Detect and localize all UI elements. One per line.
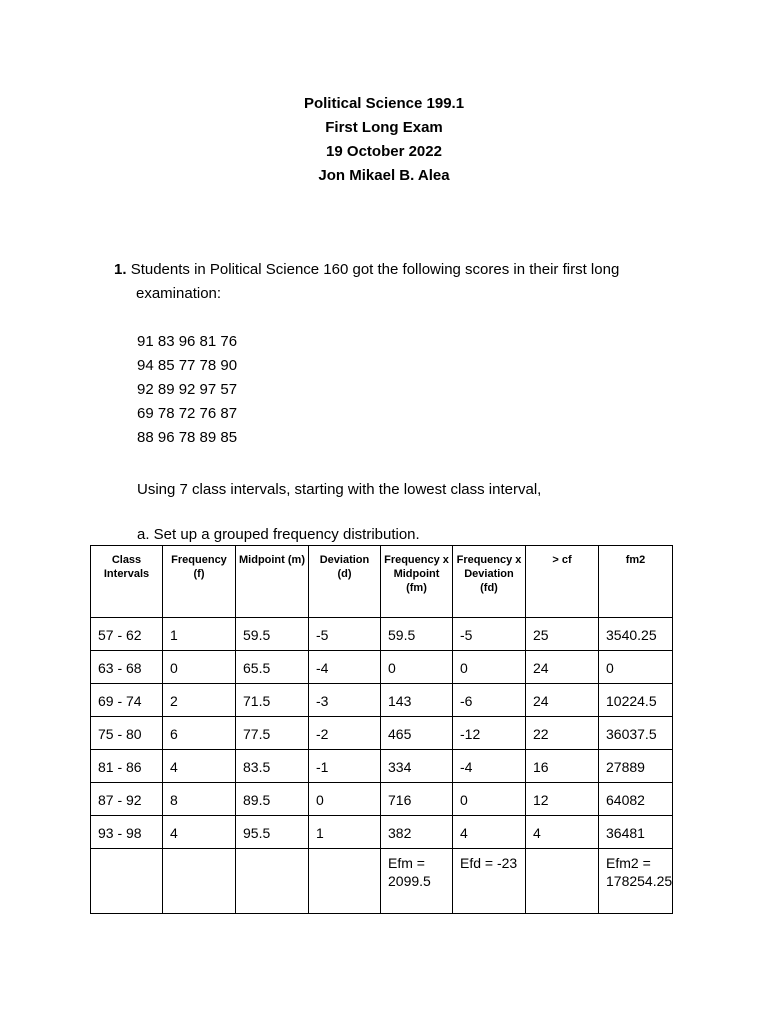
header-fm2: fm2 bbox=[599, 546, 673, 618]
cell-fd: 0 bbox=[453, 783, 526, 816]
cell-midpoint: 77.5 bbox=[236, 717, 309, 750]
question-text-line1: Students in Political Science 160 got the following scores in their first long bbox=[130, 261, 620, 278]
cell-frequency: 1 bbox=[163, 618, 236, 651]
cell-fm2: 10224.5 bbox=[599, 684, 673, 717]
exam-date: 19 October 2022 bbox=[326, 143, 442, 160]
cell-fm2: 3540.25 bbox=[599, 618, 673, 651]
header-frequency: Frequency (f) bbox=[163, 546, 236, 618]
total-cell bbox=[526, 849, 599, 914]
header-deviation: Deviation (d) bbox=[309, 546, 381, 618]
header-frequency-x-midpoint: Frequency x Midpoint (fm) bbox=[381, 546, 453, 618]
cell-cf: 24 bbox=[526, 684, 599, 717]
scores-list bbox=[137, 330, 237, 450]
cell-cf: 4 bbox=[526, 816, 599, 849]
document-header bbox=[0, 92, 768, 188]
cell-deviation: -4 bbox=[309, 651, 381, 684]
cell-deviation: -5 bbox=[309, 618, 381, 651]
header-frequency-x-deviation: Frequency x Deviation (fd) bbox=[453, 546, 526, 618]
cell-fd: 4 bbox=[453, 816, 526, 849]
cell-deviation: -3 bbox=[309, 684, 381, 717]
table-row bbox=[91, 717, 673, 750]
total-fm-cell: Efm = 2099.5 bbox=[381, 849, 453, 914]
table-row bbox=[91, 783, 673, 816]
cell-fm2: 27889 bbox=[599, 750, 673, 783]
cell-fm: 59.5 bbox=[381, 618, 453, 651]
subquestion-a: a. Set up a grouped frequency distribution. bbox=[137, 526, 420, 543]
cell-midpoint: 89.5 bbox=[236, 783, 309, 816]
cell-fm2: 36481 bbox=[599, 816, 673, 849]
cell-fd: -4 bbox=[453, 750, 526, 783]
cell-fm2: 64082 bbox=[599, 783, 673, 816]
scores-row: 91 83 96 81 76 bbox=[137, 333, 238, 350]
total-fm2-cell: Efm2 = 178254.25 bbox=[599, 849, 673, 914]
header-cumulative-frequency: > cf bbox=[526, 546, 599, 618]
scores-row: 94 85 77 78 90 bbox=[137, 357, 238, 374]
cell-cf: 22 bbox=[526, 717, 599, 750]
table-header-row bbox=[91, 546, 673, 618]
cell-cf: 16 bbox=[526, 750, 599, 783]
cell-midpoint: 83.5 bbox=[236, 750, 309, 783]
cell-fm2: 36037.5 bbox=[599, 717, 673, 750]
cell-midpoint: 59.5 bbox=[236, 618, 309, 651]
cell-cf: 25 bbox=[526, 618, 599, 651]
scores-row: 88 96 78 89 85 bbox=[137, 429, 238, 446]
cell-fm2: 0 bbox=[599, 651, 673, 684]
cell-deviation: -1 bbox=[309, 750, 381, 783]
cell-fm: 716 bbox=[381, 783, 453, 816]
question-number: 1. bbox=[114, 261, 127, 278]
course-title: Political Science 199.1 bbox=[303, 95, 465, 112]
cell-class-interval: 87 - 92 bbox=[91, 783, 163, 816]
exam-title: First Long Exam bbox=[325, 119, 443, 136]
scores-row: 92 89 92 97 57 bbox=[137, 381, 238, 398]
cell-class-interval: 63 - 68 bbox=[91, 651, 163, 684]
cell-frequency: 4 bbox=[163, 816, 236, 849]
cell-frequency: 0 bbox=[163, 651, 236, 684]
cell-cf: 24 bbox=[526, 651, 599, 684]
total-cell bbox=[236, 849, 309, 914]
cell-deviation: 1 bbox=[309, 816, 381, 849]
cell-cf: 12 bbox=[526, 783, 599, 816]
table-row bbox=[91, 750, 673, 783]
cell-midpoint: 95.5 bbox=[236, 816, 309, 849]
cell-deviation: 0 bbox=[309, 783, 381, 816]
total-fd-cell: Efd = -23 bbox=[453, 849, 526, 914]
cell-fm: 382 bbox=[381, 816, 453, 849]
table-row bbox=[91, 684, 673, 717]
instruction-text: Using 7 class intervals, starting with the lowest class interval, bbox=[137, 481, 542, 498]
cell-class-interval: 75 - 80 bbox=[91, 717, 163, 750]
header-class-intervals: Class Intervals bbox=[91, 546, 163, 618]
cell-frequency: 8 bbox=[163, 783, 236, 816]
cell-class-interval: 57 - 62 bbox=[91, 618, 163, 651]
table-row bbox=[91, 816, 673, 849]
cell-class-interval: 69 - 74 bbox=[91, 684, 163, 717]
total-cell bbox=[91, 849, 163, 914]
cell-frequency: 4 bbox=[163, 750, 236, 783]
cell-fd: -6 bbox=[453, 684, 526, 717]
cell-fm: 0 bbox=[381, 651, 453, 684]
cell-fm: 465 bbox=[381, 717, 453, 750]
question-text-line2: examination: bbox=[136, 285, 222, 302]
header-midpoint: Midpoint (m) bbox=[236, 546, 309, 618]
total-cell bbox=[163, 849, 236, 914]
frequency-distribution-table bbox=[90, 545, 673, 914]
cell-fd: -12 bbox=[453, 717, 526, 750]
cell-fd: 0 bbox=[453, 651, 526, 684]
student-name: Jon Mikael B. Alea bbox=[318, 167, 450, 184]
total-cell bbox=[309, 849, 381, 914]
cell-deviation: -2 bbox=[309, 717, 381, 750]
cell-class-interval: 81 - 86 bbox=[91, 750, 163, 783]
cell-frequency: 2 bbox=[163, 684, 236, 717]
table-row bbox=[91, 618, 673, 651]
scores-row: 69 78 72 76 87 bbox=[137, 405, 238, 422]
table-row bbox=[91, 651, 673, 684]
cell-fm: 334 bbox=[381, 750, 453, 783]
cell-fm: 143 bbox=[381, 684, 453, 717]
question-1 bbox=[114, 258, 694, 306]
cell-midpoint: 71.5 bbox=[236, 684, 309, 717]
cell-fd: -5 bbox=[453, 618, 526, 651]
cell-midpoint: 65.5 bbox=[236, 651, 309, 684]
cell-class-interval: 93 - 98 bbox=[91, 816, 163, 849]
cell-frequency: 6 bbox=[163, 717, 236, 750]
table-totals-row bbox=[91, 849, 673, 914]
